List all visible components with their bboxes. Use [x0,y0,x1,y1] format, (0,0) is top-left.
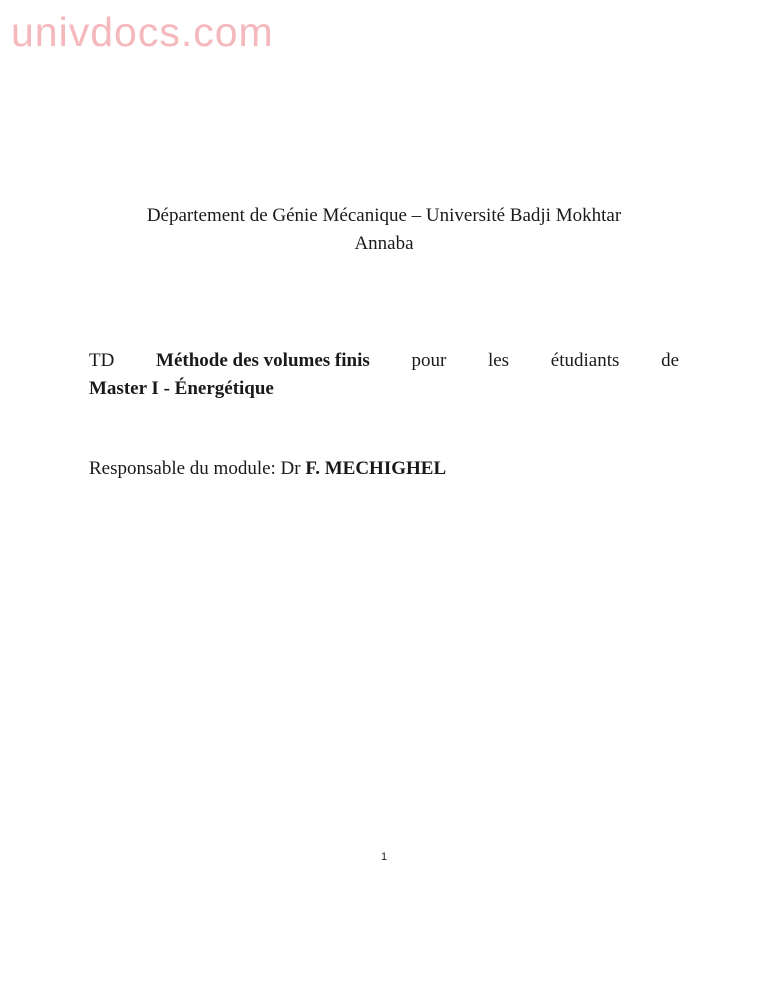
title-word: de [661,350,679,371]
title-word: les [487,350,510,371]
city-line: Annaba [354,233,414,254]
responsible-name: F. MECHIGHEL [305,458,447,479]
title-word: pour [411,350,447,371]
department-header [89,202,679,258]
program-name: Master I - Énergétique [89,378,274,399]
course-name: Méthode des volumes finis [156,350,370,371]
title-word: étudiants [550,350,620,371]
department-line: Département de Génie Mécanique – Université Badji Mokhtar [146,205,622,226]
watermark: univdocs.com [11,9,274,55]
course-title [89,347,679,403]
module-responsible [89,455,679,483]
responsible-label: Responsable du module: Dr [89,458,301,479]
page-number: 1 [380,851,388,863]
title-prefix: TD [89,350,115,371]
course-title-line-1 [89,347,679,375]
